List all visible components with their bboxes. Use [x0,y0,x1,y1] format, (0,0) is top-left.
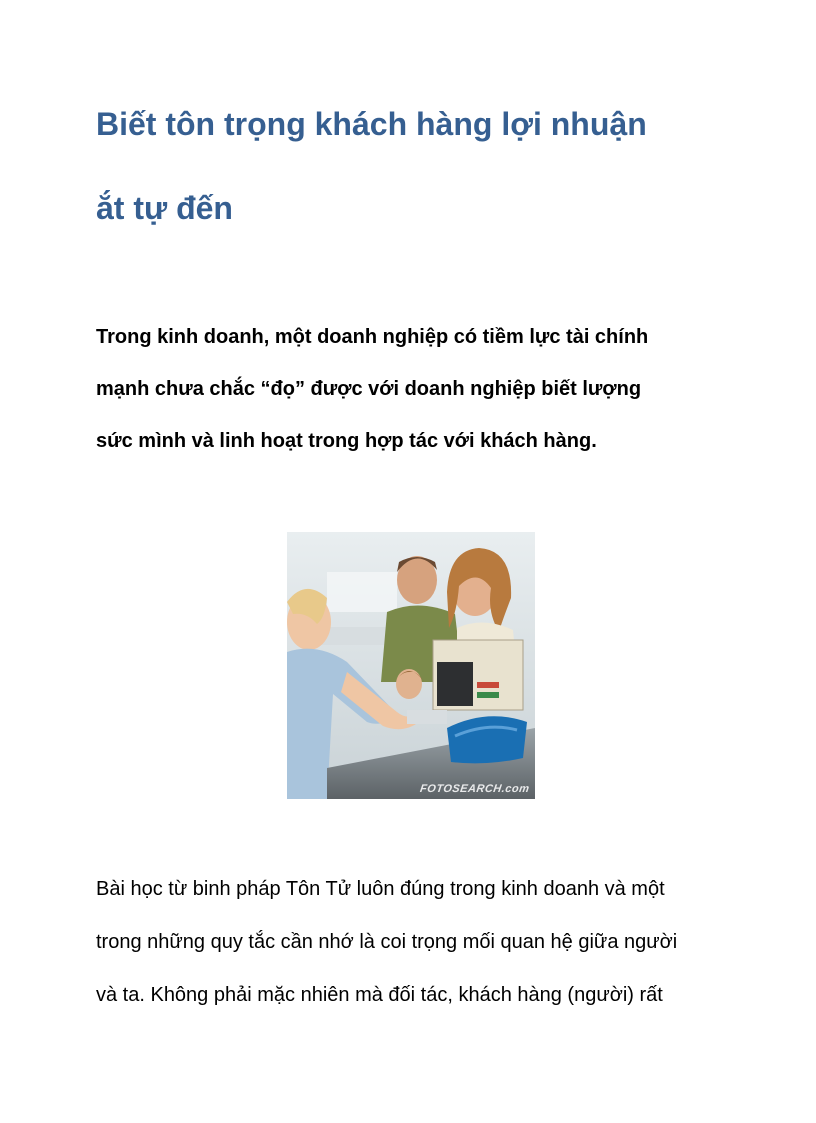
body-paragraph-line-3: và ta. Không phải mặc nhiên mà đối tác, khách hàng (người) rất [96,984,663,1006]
article-title-line-2: ắt tự đến [96,190,233,226]
lead-paragraph-line-2: mạnh chưa chắc “đọ” được với doanh nghiệp biết lượng [96,378,642,400]
article-title-line-1: Biết tôn trọng khách hàng lợi nhuận [96,106,647,142]
photo-watermark: FOTOSEARCH.com [418,783,530,795]
lead-paragraph-line-3: sức mình và linh hoạt trong hợp tác với khách hàng. [96,430,597,452]
photo-illustration [287,532,535,799]
article-photo [287,532,535,799]
lead-paragraph-line-1: Trong kinh doanh, một doanh nghiệp có tiềm lực tài chính [96,326,649,348]
body-paragraph-line-2: trong những quy tắc cần nhớ là coi trọng mối quan hệ giữa người [96,931,678,953]
body-paragraph-line-1: Bài học từ binh pháp Tôn Tử luôn đúng trong kinh doanh và một [96,878,665,900]
